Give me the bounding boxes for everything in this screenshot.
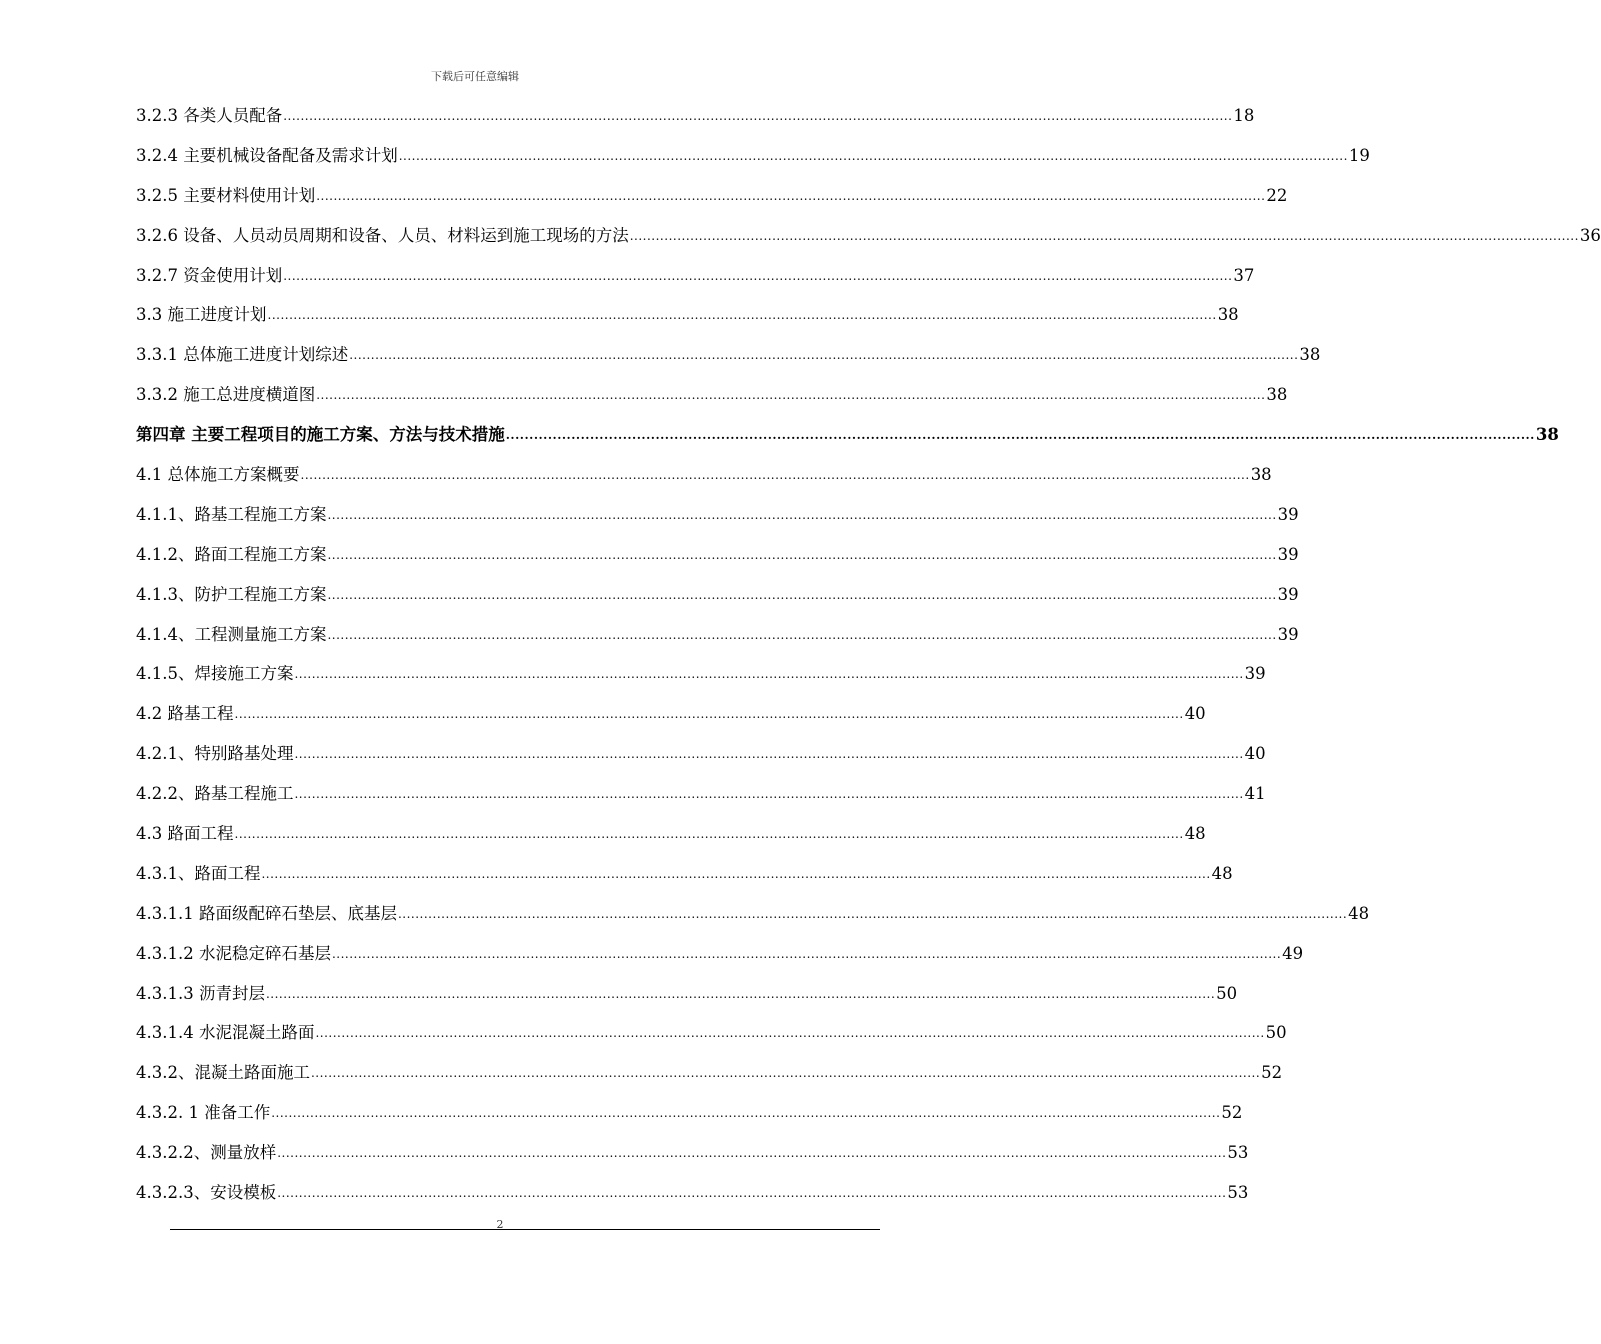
toc-dot-leader: ............................................................................................................................................................................................................................ <box>283 268 1233 283</box>
toc-entry-title: 4.2.2、路基工程施工 <box>136 784 294 804</box>
toc-entry-page: 38 <box>1217 305 1239 325</box>
toc-entry-title: 4.3.2. 1 准备工作 <box>136 1103 271 1123</box>
toc-entry-page: 38 <box>1266 385 1288 405</box>
toc-dot-leader: ............................................................................................................................................................................................................................ <box>349 348 1299 363</box>
toc-entry-page: 50 <box>1265 1023 1287 1043</box>
toc-entry[interactable] <box>136 579 1299 619</box>
toc-entry-title: 4.3.1.3 沥青封层 <box>136 983 265 1003</box>
toc-entry-title: 4.2 路基工程 <box>136 704 234 724</box>
toc-entry[interactable] <box>136 339 1321 379</box>
toc-entry-page: 52 <box>1261 1063 1283 1083</box>
toc-dot-leader: ............................................................................................................................................................................................................................ <box>294 787 1244 802</box>
toc-entry-page: 48 <box>1211 863 1233 883</box>
toc-entry-title: 4.3.1.4 水泥混凝土路面 <box>136 1023 315 1043</box>
toc-entry[interactable] <box>136 299 1239 339</box>
toc-dot-leader: ............................................................................................................................................................................................................................ <box>327 627 1277 642</box>
toc-dot-leader: ............................................................................................................................................................................................................................ <box>277 1186 1227 1201</box>
toc-entry-page: 39 <box>1244 664 1266 684</box>
toc-dot-leader: ............................................................................................................................................................................................................................ <box>283 109 1233 123</box>
toc-dot-leader: ............................................................................................................................................................................................................................ <box>327 547 1277 562</box>
toc-entry[interactable] <box>136 459 1272 499</box>
toc-entry-page: 49 <box>1282 943 1304 963</box>
toc-dot-leader: ............................................................................................................................................................................................................................ <box>629 228 1579 243</box>
toc-entry[interactable] <box>136 260 1255 300</box>
toc-entry-title: 4.1.4、工程测量施工方案 <box>136 624 327 644</box>
toc-entry-page: 39 <box>1277 504 1299 524</box>
toc-dot-leader: ............................................................................................................................................................................................................................ <box>310 1066 1261 1081</box>
toc-entry-title: 3.2.5 主要材料使用计划 <box>136 185 316 205</box>
toc-entry-page: 37 <box>1233 265 1255 285</box>
toc-dot-leader: ............................................................................................................................................................................................................................ <box>267 308 1217 323</box>
toc-entry-title: 3.2.7 资金使用计划 <box>136 265 283 285</box>
toc-entry-title: 4.3.2.2、测量放样 <box>136 1143 277 1163</box>
toc-entry[interactable] <box>136 1177 1249 1217</box>
toc-entry-page: 22 <box>1266 185 1288 205</box>
toc-entry-title: 4.1.2、路面工程施工方案 <box>136 544 327 564</box>
toc-entry[interactable] <box>136 539 1299 579</box>
toc-entry-title: 4.2.1、特别路基处理 <box>136 744 294 764</box>
table-of-contents <box>136 100 1601 1217</box>
toc-entry-title: 4.1 总体施工方案概要 <box>136 465 300 485</box>
toc-entry-page: 50 <box>1216 983 1238 1003</box>
toc-entry[interactable] <box>136 1017 1287 1057</box>
toc-dot-leader: ............................................................................................................................................................................................................................ <box>331 946 1282 961</box>
toc-entry[interactable] <box>136 978 1238 1018</box>
toc-entry[interactable] <box>136 658 1266 698</box>
toc-entry[interactable] <box>136 858 1233 898</box>
toc-entry-title: 3.2.6 设备、人员动员周期和设备、人员、材料运到施工现场的方法 <box>136 225 629 245</box>
toc-entry[interactable] <box>136 180 1288 220</box>
toc-dot-leader: ............................................................................................................................................................................................................................ <box>327 587 1277 602</box>
toc-entry-title: 4.3.1、路面工程 <box>136 863 261 883</box>
toc-entry-page: 40 <box>1244 744 1266 764</box>
toc-dot-leader: ............................................................................................................................................................................................................................ <box>327 507 1277 522</box>
toc-entry-page: 41 <box>1244 784 1266 804</box>
toc-entry[interactable] <box>136 698 1206 738</box>
toc-entry-title: 4.3.1.1 路面级配碎石垫层、底基层 <box>136 903 397 923</box>
toc-dot-leader: ............................................................................................................................................................................................................................ <box>234 827 1184 842</box>
toc-entry-page: 53 <box>1227 1143 1249 1163</box>
toc-entry-title: 3.3.2 施工总进度横道图 <box>136 385 316 405</box>
toc-dot-leader: ............................................................................................................................................................................................................................ <box>265 986 1216 1001</box>
toc-entry[interactable] <box>136 419 1559 459</box>
toc-dot-leader: ............................................................................................................................................................................................................................ <box>277 1146 1227 1161</box>
toc-entry-page: 52 <box>1221 1103 1243 1123</box>
toc-dot-leader: ............................................................................................................................................................................................................................ <box>234 707 1184 722</box>
toc-entry-page: 39 <box>1277 624 1299 644</box>
toc-entry-page: 19 <box>1348 145 1370 165</box>
toc-entry[interactable] <box>136 818 1206 858</box>
toc-entry-page: 38 <box>1299 345 1321 365</box>
toc-entry-page: 48 <box>1348 903 1370 923</box>
toc-dot-leader: ............................................................................................................................................................................................................................ <box>271 1106 1221 1121</box>
toc-entry[interactable] <box>136 1137 1249 1177</box>
toc-entry-page: 18 <box>1233 106 1255 125</box>
toc-entry-page: 38 <box>1250 465 1272 485</box>
toc-entry-title: 4.3.2、混凝土路面施工 <box>136 1063 310 1083</box>
toc-entry[interactable] <box>136 938 1304 978</box>
toc-dot-leader: ............................................................................................................................................................................................................................ <box>316 188 1266 203</box>
toc-entry[interactable] <box>136 220 1601 260</box>
toc-entry[interactable] <box>136 499 1299 539</box>
toc-entry[interactable] <box>136 379 1288 419</box>
toc-entry-title: 3.2.4 主要机械设备配备及需求计划 <box>136 145 398 165</box>
toc-entry-title: 4.1.5、焊接施工方案 <box>136 664 294 684</box>
toc-entry-page: 38 <box>1535 425 1559 445</box>
toc-dot-leader: ............................................................................................................................................................................................................................ <box>397 906 1348 921</box>
toc-entry-page: 53 <box>1227 1183 1249 1203</box>
toc-dot-leader: ............................................................................................................................................................................................................................ <box>300 468 1250 483</box>
toc-entry[interactable] <box>136 140 1370 180</box>
toc-entry-page: 48 <box>1184 824 1206 844</box>
toc-entry-title: 4.3 路面工程 <box>136 824 234 844</box>
toc-entry[interactable] <box>136 100 1255 140</box>
toc-entry-title: 3.3.1 总体施工进度计划综述 <box>136 345 349 365</box>
toc-entry-title: 4.3.2.3、安设模板 <box>136 1183 277 1203</box>
toc-entry-page: 39 <box>1277 584 1299 604</box>
toc-dot-leader: ............................................................................................................................................................................................................................ <box>294 667 1244 682</box>
toc-entry-title: 第四章 主要工程项目的施工方案、方法与技术措施 <box>136 425 505 445</box>
toc-entry-title: 4.3.1.2 水泥稳定碎石基层 <box>136 943 331 963</box>
toc-dot-leader: ............................................................................................................................................................................................................................ <box>294 747 1244 762</box>
toc-entry[interactable] <box>136 1097 1243 1137</box>
page-header-note: 下载后可任意编辑 <box>431 70 519 83</box>
toc-entry-page: 36 <box>1579 225 1601 245</box>
toc-entry-title: 3.2.3 各类人员配备 <box>136 106 283 125</box>
toc-dot-leader: ............................................................................................................................................................................................................................ <box>398 148 1348 163</box>
toc-dot-leader: ............................................................................................................................................................................................................................ <box>505 428 1535 443</box>
toc-dot-leader: ............................................................................................................................................................................................................................ <box>261 866 1211 881</box>
toc-entry-title: 4.1.1、路基工程施工方案 <box>136 504 327 524</box>
toc-entry[interactable] <box>136 778 1266 818</box>
toc-entry-title: 3.3 施工进度计划 <box>136 305 267 325</box>
toc-entry[interactable] <box>136 619 1299 659</box>
toc-entry-page: 40 <box>1184 704 1206 724</box>
toc-entry[interactable] <box>136 1057 1283 1097</box>
toc-entry[interactable] <box>136 738 1266 778</box>
toc-dot-leader: ............................................................................................................................................................................................................................ <box>315 1026 1265 1041</box>
toc-entry-page: 39 <box>1277 544 1299 564</box>
toc-dot-leader: ............................................................................................................................................................................................................................ <box>316 388 1266 403</box>
page-number: 2 <box>496 1218 504 1231</box>
toc-entry[interactable] <box>136 898 1370 938</box>
toc-entry-title: 4.1.3、防护工程施工方案 <box>136 584 327 604</box>
